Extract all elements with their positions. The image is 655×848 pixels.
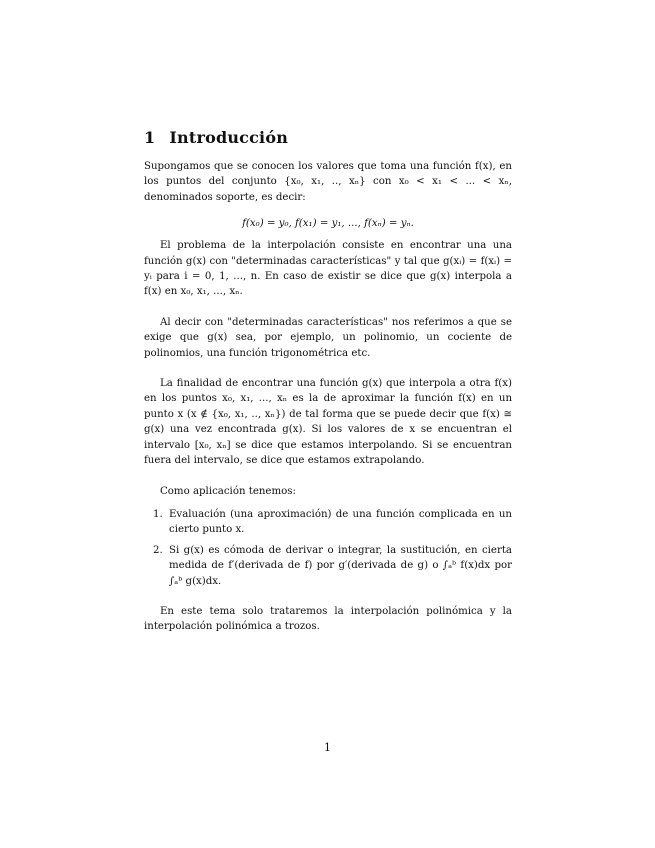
paragraph-purpose: La finalidad de encontrar una función g(x) que interpola a otra f(x) en los puntos x₀, x₁, ..., xₙ es la de aproximar la función f(x) en un punto x (x ∉ {x₀, x₁, .., xₙ}) de tal forma que se puede decir que f(x) ≅ g(x) una vez encontrada g(x). Si los valores de x se encuentran el intervalo [x₀, xₙ] se dice que estamos interpolando. Si se encuentran fuera del intervalo, se dice que estamos extrapolando.	[144, 378, 512, 467]
paragraph-problem: El problema de la interpolación consiste en encontrar una una función g(x) con "determinadas características" y tal que g(xᵢ) = f(xᵢ) = yᵢ para i = 0, 1, ..., n. En caso de existir se dice que g(x) interpola a f(x) en x₀, x₁, ..., xₙ.	[144, 240, 512, 298]
paragraph-intro: Supongamos que se conocen los valores que toma una función f(x), en los puntos del conjunto {x₀, x₁, .., xₙ} con x₀ < x₁ < ... < xₙ, denominados soporte, es decir:	[144, 161, 512, 203]
list-marker: 1.	[153, 508, 163, 520]
section-title: Introducción	[169, 128, 289, 147]
list-item-text: Si g(x) es cómoda de derivar o integrar, la sustitución, en cierta medida de f′(derivada de f) por g′(derivada de g) o ∫ₐᵇ f(x)dx por ∫ₐᵇ g(x)dx.	[169, 544, 512, 587]
section-heading	[144, 128, 512, 147]
list-marker: 2.	[153, 544, 163, 556]
list-item	[153, 543, 512, 589]
display-equation: f(x₀) = y₀, f(x₁) = y₁, ..., f(xₙ) = yₙ.	[242, 218, 414, 230]
list-item-text: Evaluación (una aproximación) de una función complicada en un cierto punto x.	[169, 508, 512, 536]
paragraph-applications-intro: Como aplicación tenemos:	[160, 485, 296, 497]
page-number: 1	[324, 741, 331, 754]
section-number: 1	[144, 128, 156, 147]
page-content	[144, 128, 512, 635]
applications-list	[144, 507, 512, 589]
list-item	[153, 507, 512, 538]
paragraph-scope: En este tema solo trataremos la interpolación polinómica y la interpolación polinómica a trozos.	[144, 605, 512, 633]
paragraph-characteristics: Al decir con "determinadas características" nos referimos a que se exige que g(x) sea, por ejemplo, un polinomio, un cociente de polinomios, una función trigonométrica etc.	[144, 316, 512, 359]
